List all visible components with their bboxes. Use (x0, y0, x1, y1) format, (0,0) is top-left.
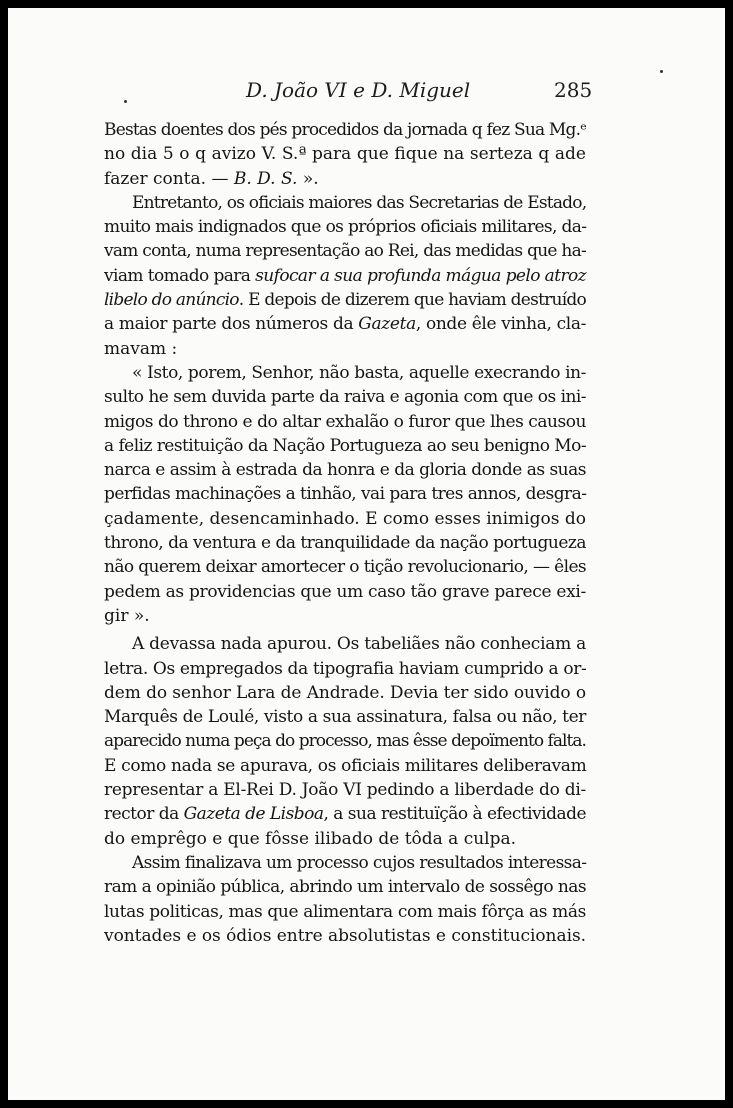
text-line: narca e assim à estrada da honra e da gloria donde as suas (104, 460, 586, 481)
text-line: libelo do anúncio. E depois de dizerem que haviam destruído (104, 290, 587, 311)
text-line: aparecido numa peça do processo, mas êsse depoïmento falta. (104, 731, 586, 752)
print-speck (660, 70, 663, 73)
italic-phrase: B. D. S. (233, 168, 298, 189)
text-line: lutas politicas, mas que alimentara com mais fôrça as más (104, 901, 587, 922)
text-line: vam conta, numa representação ao Rei, das medidas que ha- (104, 241, 586, 262)
italic-phrase: sufocar a sua profunda mágua pelo atroz (255, 265, 587, 286)
paragraph (104, 118, 586, 191)
text-line: mavam : (104, 338, 178, 359)
text-line: letra. Os empregados da tipografia haviam cumprido a or- (104, 658, 587, 679)
italic-phrase: Gazeta (358, 314, 416, 335)
paragraph (104, 851, 586, 948)
running-header (8, 74, 725, 104)
text-line: Entretanto, os oficiais maiores das Secretarias de Estado, (132, 192, 587, 213)
text-line: perfidas machinações a tinhão, vai para tres annos, desgra- (104, 484, 587, 505)
text-line: não querem deixar amortecer o tição revolucionario, — êles (104, 557, 586, 578)
text-line: Marquês de Loulé, visto a sua assinatura, falsa ou não, ter (104, 707, 587, 728)
text-line: a feliz restituição da Nação Portugueza ao seu benigno Mo- (104, 435, 587, 456)
paragraph (104, 632, 586, 851)
text-line: a maior parte dos números da Gazeta, onde êle vinha, cla- (104, 314, 587, 335)
text-line: ram a opinião pública, abrindo um intervalo de sossêgo nas (104, 877, 587, 898)
book-page (8, 8, 725, 1100)
text-line: gir ». (104, 605, 150, 626)
text-line: dem do senhor Lara de Andrade. Devia ter sido ouvido o (104, 682, 587, 703)
text-line: throno, da ventura e da tranquilidade da nação portugueza (104, 533, 587, 554)
quotation-paragraph (104, 361, 586, 628)
text-line: fazer conta. — B. D. S. ». (104, 168, 319, 189)
text-line: E como nada se apurava, os oficiais militares deliberavam (104, 755, 587, 776)
italic-phrase: libelo do anúncio (104, 290, 239, 311)
text-line: rector da Gazeta de Lisboa, a sua restituïção à efectividade (104, 804, 587, 825)
text-line: sulto he sem duvida parte da raiva e agonia com que os ini- (104, 387, 586, 408)
text-line: representar a El-Rei D. João VI pedindo a liberdade do di- (104, 780, 586, 801)
text-line: pedem as providencias que um caso tão grave parece exi- (104, 581, 586, 602)
italic-phrase: Gazeta de Lisboa (183, 804, 324, 825)
running-title: D. João VI e D. Miguel (246, 78, 471, 102)
text-line: do emprêgo e que fôsse ilibado de tôda a culpa. (104, 828, 517, 849)
text-line: « Isto, porem, Senhor, não basta, aquelle execrando in- (132, 362, 587, 383)
body-text (104, 118, 586, 948)
text-line: Bestas doentes dos pés procedidos da jornada q fez Sua Mg.ᵉ (104, 120, 586, 140)
text-line: no dia 5 o q avizo V. S.ª para que fique na serteza q ade (104, 144, 586, 165)
text-line: muito mais indignados que os próprios oficiais militares, da- (104, 217, 587, 238)
paragraph (104, 191, 586, 361)
text-line: viam tomado para sufocar a sua profunda mágua pelo atroz (104, 265, 587, 286)
text-line: A devassa nada apurou. Os tabeliães não conheciam a (132, 634, 586, 655)
text-line: vontades e os ódios entre absolutistas e constitucionais. (104, 925, 587, 946)
text-line: çadamente, desencaminhado. E como esses inimigos do (104, 508, 586, 529)
page-number: 285 (554, 78, 593, 102)
text-line: migos do throno e do altar exhalão o furor que lhes causou (104, 411, 587, 432)
text-line: Assim finalizava um processo cujos resultados interessa- (132, 852, 587, 873)
